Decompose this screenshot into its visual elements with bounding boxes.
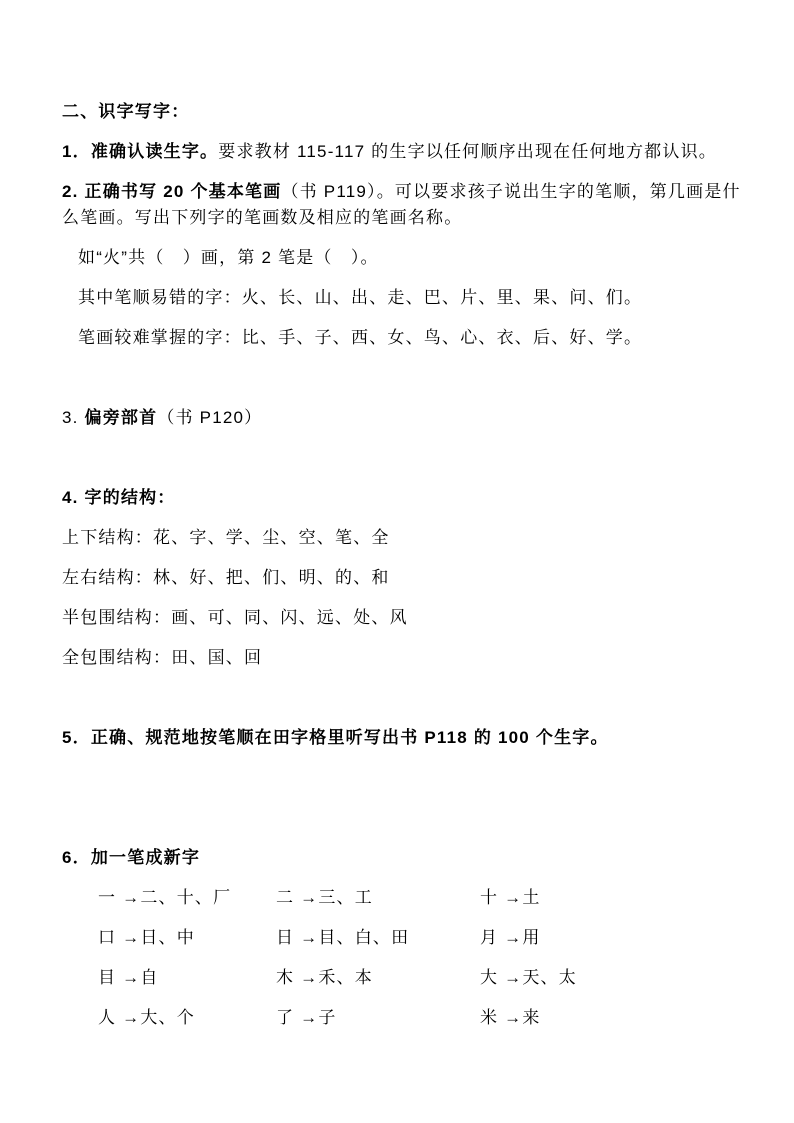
item6-title: 6．加一笔成新字 bbox=[62, 848, 201, 867]
structure-row bbox=[62, 606, 408, 630]
item2-example: 如“火”共（ ）画，第 2 笔是（ ）。 bbox=[78, 248, 379, 267]
item1-text: 要求教材 115-117 的生字以任何顺序出现在任何地方都认识。 bbox=[218, 142, 717, 161]
item3-line bbox=[62, 406, 262, 430]
structure-label: 全包围结构： bbox=[62, 648, 172, 667]
item3-text: （书 P120） bbox=[157, 408, 263, 427]
structure-row bbox=[62, 646, 262, 670]
structure-chars: 林、好、把、们、明、的、和 bbox=[153, 568, 390, 587]
new-char-cell: 大 →天、太 bbox=[480, 968, 577, 987]
new-char-cell: 目 →自 bbox=[98, 968, 159, 987]
new-char-cell: 了 →子 bbox=[276, 1008, 337, 1027]
item1-lead: 1．准确认读生字。 bbox=[62, 142, 219, 161]
item3-number: 3. bbox=[62, 408, 85, 427]
item2-lead: 2. 正确书写 20 个基本笔画 bbox=[62, 182, 282, 201]
new-char-cell: 二 →三、工 bbox=[276, 888, 373, 907]
new-char-cell: 一 →二、十、厂 bbox=[98, 888, 232, 907]
item3-lead: 偏旁部首 bbox=[84, 408, 158, 427]
structure-row bbox=[62, 566, 390, 590]
item2-text-line1: （书 P119）。可以要求孩子说出生字的笔顺，第几画是什 bbox=[281, 182, 741, 201]
section-heading: 二、识字写字： bbox=[62, 102, 190, 121]
structure-chars: 画、可、同、闪、远、处、风 bbox=[171, 608, 408, 627]
item1-line bbox=[62, 140, 717, 164]
new-char-cell: 日 →目、白、田 bbox=[276, 928, 410, 947]
structure-chars: 田、国、回 bbox=[171, 648, 263, 667]
item2-hard-strokes-line: 笔画较难掌握的字：比、手、子、西、女、鸟、心、衣、后、好、学。 bbox=[78, 328, 643, 347]
structure-chars: 花、字、学、尘、空、笔、全 bbox=[153, 528, 390, 547]
item2-line2: 么笔画。写出下列字的笔画数及相应的笔画名称。 bbox=[62, 208, 463, 227]
structure-label: 左右结构： bbox=[62, 568, 153, 587]
item2-line1 bbox=[62, 180, 741, 204]
new-char-cell: 米 →来 bbox=[480, 1008, 541, 1027]
item5-line: 5．正确、规范地按笔顺在田字格里听写出书 P118 的 100 个生字。 bbox=[62, 728, 609, 747]
structure-row bbox=[62, 526, 390, 550]
new-char-cell: 木 →禾、本 bbox=[276, 968, 373, 987]
item4-title: 4. 字的结构： bbox=[62, 488, 176, 507]
item2-easy-mistake-line: 其中笔顺易错的字：火、长、山、出、走、巴、片、里、果、问、们。 bbox=[78, 288, 643, 307]
new-char-cell: 十 →土 bbox=[480, 888, 541, 907]
structure-label: 上下结构： bbox=[62, 528, 153, 547]
new-char-cell: 人 →大、个 bbox=[98, 1008, 195, 1027]
new-char-cell: 口 →日、中 bbox=[98, 928, 195, 947]
structure-label: 半包围结构： bbox=[62, 608, 172, 627]
new-char-cell: 月 →用 bbox=[480, 928, 541, 947]
